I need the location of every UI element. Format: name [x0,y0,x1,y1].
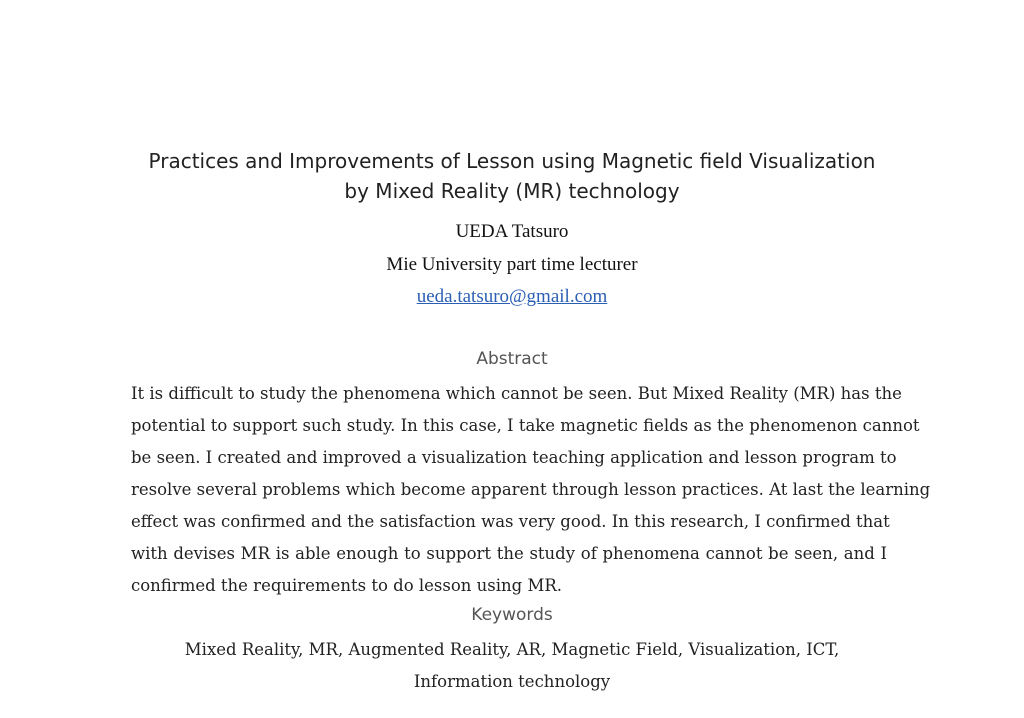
title-line-1: Practices and Improvements of Lesson using Magnetic field Visualization [148,149,876,173]
keywords-line: Mixed Reality, MR, Augmented Reality, AR, Magnetic Field, Visualization, ICT, [184,640,840,659]
abstract-line: resolve several problems which become apparent through lesson practices. At last the learning [131,480,931,499]
keywords-line: Information technology [413,672,611,691]
author-email [0,285,1024,309]
abstract-body [131,378,931,602]
abstract-line: effect was confirmed and the satisfaction was very good. In this research, I confirmed that [131,512,890,531]
abstract-line: confirmed the requirements to do lesson using MR. [131,576,563,595]
keywords-body [0,634,1024,698]
title-line-2: by Mixed Reality (MR) technology [344,179,680,203]
abstract-line: be seen. I created and improved a visualization teaching application and lesson program to [131,448,897,467]
author-name: UEDA Tatsuro [455,221,569,242]
abstract-line: potential to support such study. In this case, I take magnetic fields as the phenomenon cannot [131,416,920,435]
author-affiliation: Mie University part time lecturer [386,254,638,275]
paper-title [0,146,1024,206]
abstract-line: It is difficult to study the phenomena which cannot be seen. But Mixed Reality (MR) has the [131,384,902,403]
keywords-heading: Keywords [471,605,553,625]
abstract-heading: Abstract [476,349,548,369]
email-link[interactable]: ueda.tatsuro@gmail.com [416,286,608,307]
abstract-line: with devises MR is able enough to support the study of phenomena cannot be seen, and I [131,544,887,563]
